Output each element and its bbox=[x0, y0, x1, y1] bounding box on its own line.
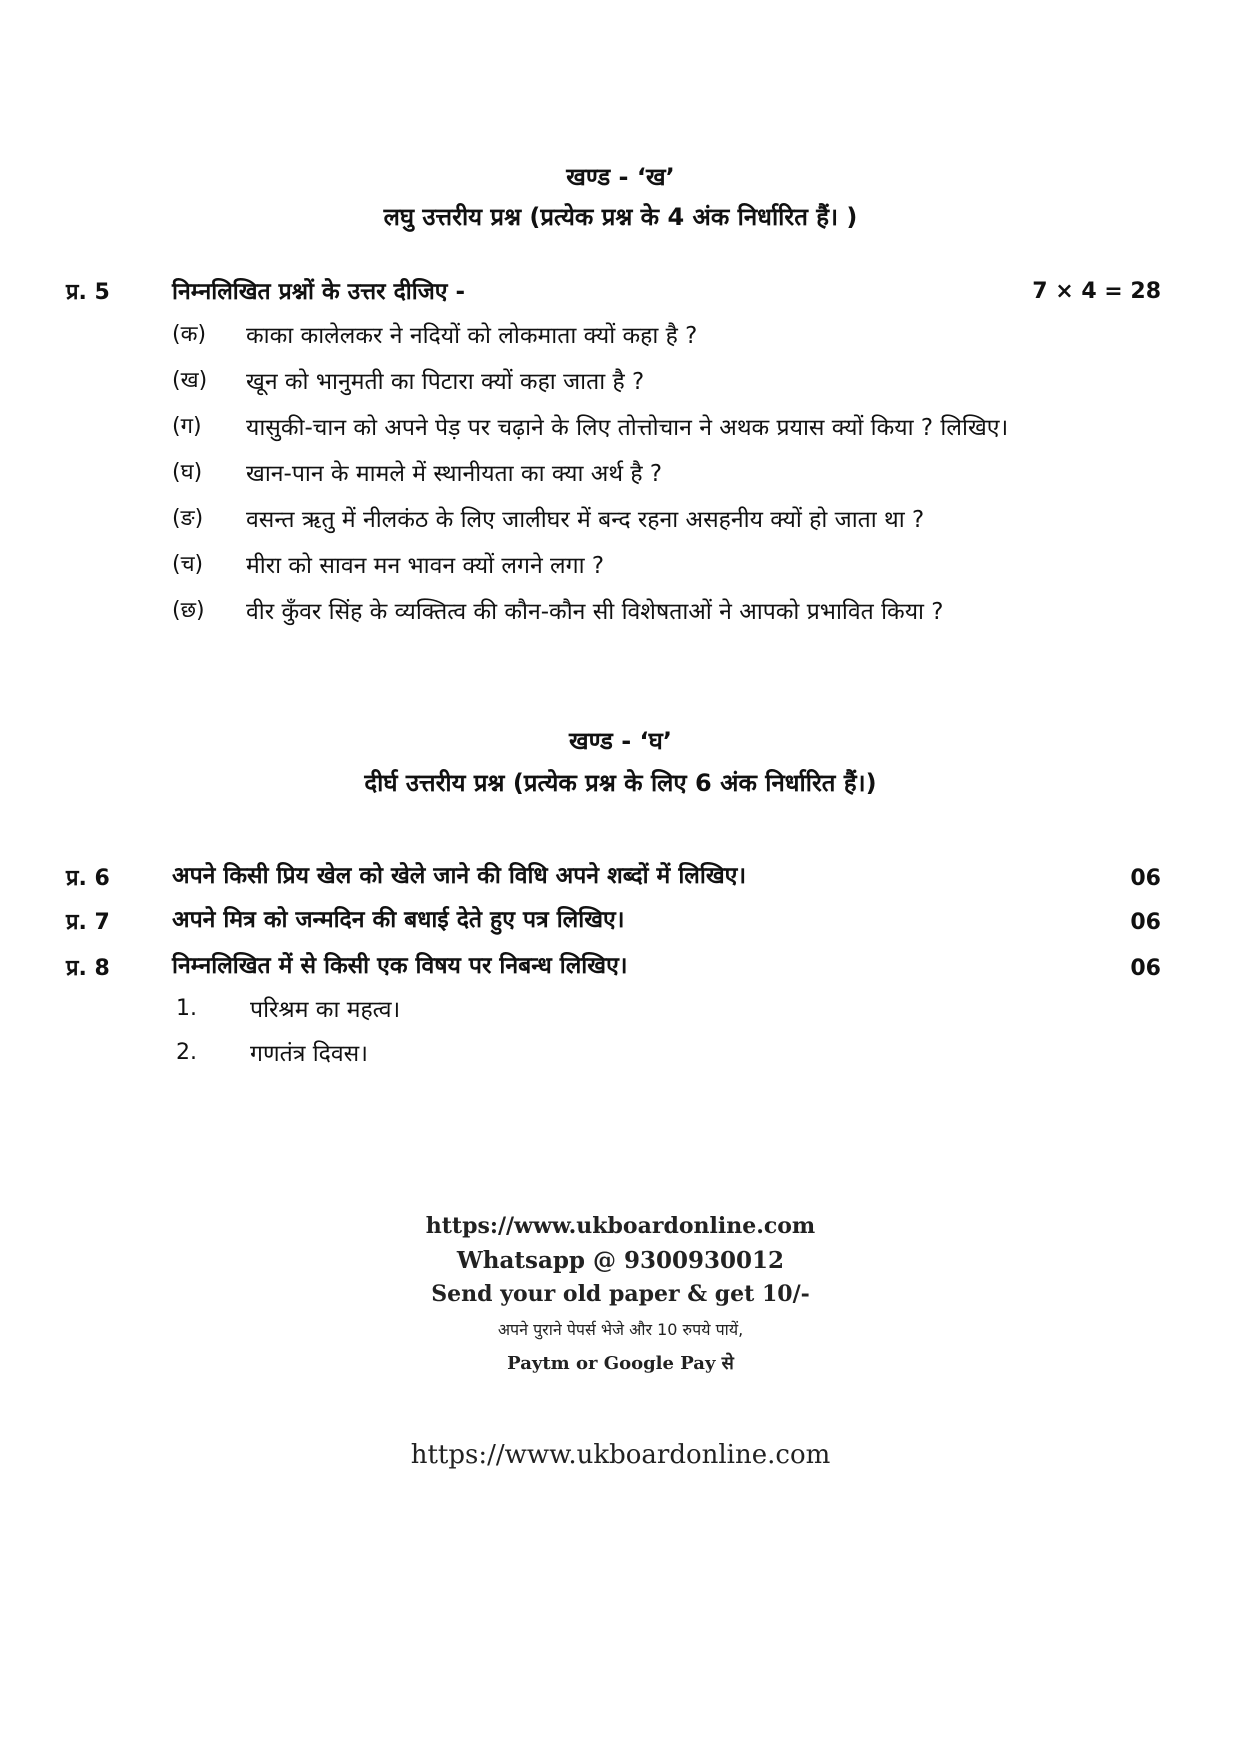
q5-option-text: खून को भानुमती का पिटारा क्यों कहा जाता है ? bbox=[246, 369, 645, 395]
q8-topic-number: 1. bbox=[176, 996, 197, 1021]
q6-number: प्र. 6 bbox=[66, 866, 110, 891]
q5-option-text: खान-पान के मामले में स्थानीयता का क्या अर्थ है ? bbox=[246, 461, 663, 487]
q8-marks: 06 bbox=[1130, 956, 1161, 981]
q5-option-label: (च) bbox=[172, 552, 204, 577]
footer-payment: Paytm or Google Pay से bbox=[507, 1353, 734, 1374]
q8-topic-number: 2. bbox=[176, 1040, 197, 1065]
q7-number: प्र. 7 bbox=[66, 910, 110, 935]
q5-option-text: वसन्त ऋतु में नीलकंठ के लिए जालीघर में बन्द रहना असहनीय क्यों हो जाता था ? bbox=[246, 507, 925, 533]
q8-number: प्र. 8 bbox=[66, 956, 110, 981]
q7-marks: 06 bbox=[1130, 910, 1161, 935]
footer-send-paper: Send your old paper & get 10/- bbox=[431, 1281, 810, 1307]
q5-option-label: (ग) bbox=[172, 414, 202, 439]
q5-option-label: (क) bbox=[172, 322, 207, 347]
q5-option-label: (छ) bbox=[172, 598, 205, 623]
q5-option-label: (घ) bbox=[172, 460, 203, 485]
section-d-subtitle: दीर्घ उत्तरीय प्रश्न (प्रत्येक प्रश्न के लिए 6 अंक निर्धारित हैं।) bbox=[364, 769, 877, 797]
q5-text: निम्नलिखित प्रश्नों के उत्तर दीजिए - bbox=[172, 279, 466, 305]
q5-option-label: (ङ) bbox=[172, 506, 204, 531]
footer-whatsapp: Whatsapp @ 9300930012 bbox=[456, 1247, 785, 1274]
q5-marks: 7 × 4 = 28 bbox=[1032, 279, 1161, 304]
q5-option-text: यासुकी-चान को अपने पेड़ पर चढ़ाने के लिए तोत्तोचान ने अथक प्रयास क्यों किया ? लिखिए। bbox=[246, 415, 1009, 441]
section-b-subtitle: लघु उत्तरीय प्रश्न (प्रत्येक प्रश्न के 4 अंक निर्धारित हैं। ) bbox=[383, 203, 858, 231]
q5-option-text: काका कालेलकर ने नदियों को लोकमाता क्यों कहा है ? bbox=[246, 323, 698, 349]
q8-topic-text: गणतंत्र दिवस। bbox=[250, 1041, 368, 1067]
section-d-title: खण्ड - ‘घ’ bbox=[569, 727, 672, 755]
q5-option-text: मीरा को सावन मन भावन क्यों लगने लगा ? bbox=[246, 553, 605, 579]
q5-option-text: वीर कुँवर सिंह के व्यक्तित्व की कौन-कौन सी विशेषताओं ने आपको प्रभावित किया ? bbox=[246, 599, 944, 625]
q5-option-label: (ख) bbox=[172, 368, 208, 393]
bottom-url: https://www.ukboardonline.com bbox=[410, 1440, 831, 1470]
footer-hindi-note: अपने पुराने पेपर्स भेजे और 10 रुपये पायें, bbox=[497, 1320, 744, 1339]
q7-text: अपने मित्र को जन्मदिन की बधाई देते हुए पत्र लिखिए। bbox=[172, 907, 625, 933]
footer-url: https://www.ukboardonline.com bbox=[425, 1213, 816, 1239]
q8-topic-text: परिश्रम का महत्व। bbox=[250, 997, 401, 1023]
q6-text: अपने किसी प्रिय खेल को खेले जाने की विधि अपने शब्दों में लिखिए। bbox=[172, 863, 747, 889]
q8-text: निम्नलिखित में से किसी एक विषय पर निबन्ध लिखिए। bbox=[172, 953, 628, 979]
q5-number: प्र. 5 bbox=[66, 280, 110, 305]
q6-marks: 06 bbox=[1130, 866, 1161, 891]
section-b-title: खण्ड - ‘ख’ bbox=[566, 163, 675, 191]
